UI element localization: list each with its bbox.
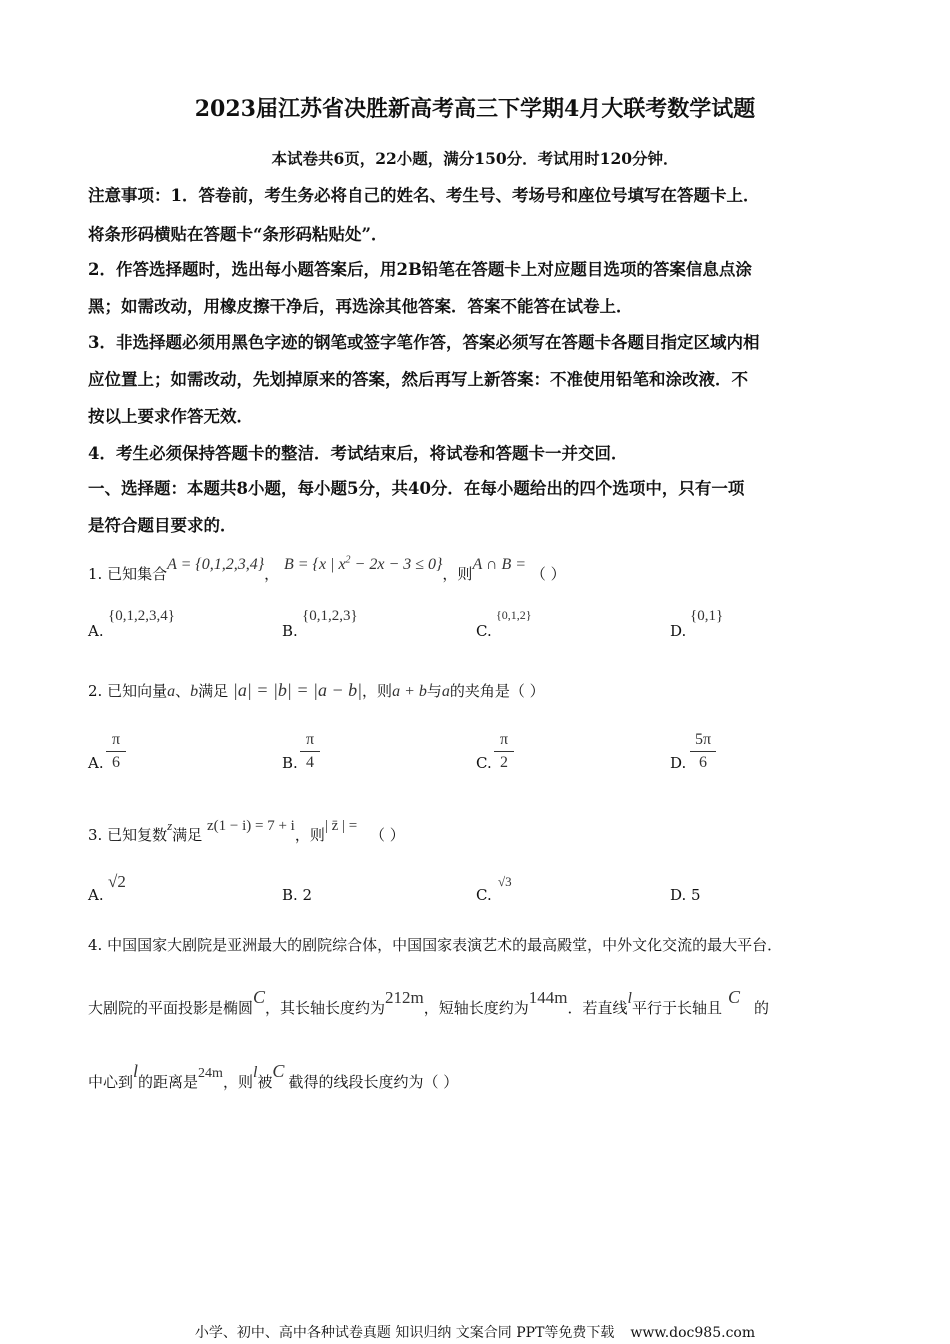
option-d-value: {0,1} [690, 608, 724, 624]
option-c-label: C. [476, 886, 492, 904]
notes-line-6: 应位置上；如需改动，先划掉原来的答案，然后再写上新答案：不准使用铅笔和涂改液．不 [88, 370, 748, 389]
option-b-label: B. 2 [282, 886, 313, 904]
option-a-value: √2 [108, 872, 126, 891]
notes-line-8: 4．考生必须保持答题卡的整洁．考试结束后，将试卷和答题卡一并交回． [88, 444, 628, 463]
option-a-label: A. [88, 622, 104, 640]
notes-line-1: 注意事项：1．答卷前，考生务必将自己的姓名、考生号、考场号和座位号填写在答题卡上． [88, 186, 760, 205]
question-1-stem: 1. 已知集合A = {0,1,2,3,4}， B = {x | $x^2 - 2x - 3 \le 0$}，则A ∩ B = （ ） [88, 554, 566, 583]
option-b-value: {0,1,2,3} [302, 608, 358, 624]
set-a: A = {0,1,2,3,4} [167, 556, 265, 573]
section-header-line-2: 是符合题目要求的． [88, 516, 237, 535]
option-c-label: C. [476, 622, 492, 640]
exam-info: 本试卷共6页，22小题，满分150分．考试用时120分钟． [271, 149, 679, 168]
option-d-label: D. [670, 622, 687, 640]
option-b-label: B. [282, 622, 298, 640]
option-c-label: C. [476, 754, 492, 772]
option-b-label: B. [282, 754, 298, 772]
question-4-line-3: 中心到l的距离是24m，则l被C截得的线段长度约为（ ） [88, 1061, 459, 1091]
question-4-line-2: 大剧院的平面投影是椭圆C，其长轴长度约为212m，短轴长度约为144m．若直线l平行于长轴且C的 [88, 987, 770, 1017]
question-3-stem: 3. 已知复数z满足 z(1 − i) = 7 + i，则| z̄ | = （ ） [88, 818, 405, 844]
notes-line-4: 黑；如需改动，用橡皮擦干净后，再选涂其他答案．答案不能答在试卷上． [88, 297, 633, 316]
option-c-fraction: π 2 [494, 730, 514, 773]
question-2-stem: 2. 已知向量a、b满足 |a| = |b| = |a − b|，则a + b与a的夹角是（ ） [88, 680, 545, 700]
option-d-fraction: 5π 6 [690, 730, 716, 773]
option-b-fraction: π 4 [300, 730, 320, 773]
option-c-value: √3 [498, 874, 512, 889]
question-4-line-1: 4. 中国国家大剧院是亚洲最大的剧院综合体，中国国家表演艺术的最高殿堂，中外文化交流的最大平台． [88, 936, 783, 954]
complex-equation: z(1 − i) = 7 + i [206, 818, 295, 834]
option-a-fraction: π 6 [106, 730, 126, 773]
option-a-label: A. [88, 754, 104, 772]
notes-line-2: 将条形码横贴在答题卡“条形码粘贴处”． [88, 225, 388, 244]
option-d-label: D. [670, 754, 687, 772]
question-3-options [0, 872, 950, 902]
section-header-line-1: 一、选择题：本题共8小题，每小题5分，共40分．在每小题给出的四个选项中，只有一项 [88, 479, 745, 498]
conjugate-modulus: | z̄ | = [324, 818, 358, 834]
footer-text: 小学、初中、高中各种试卷真题 知识归纳 文案合同 PPT等免费下载 [194, 1325, 615, 1341]
option-d-label: D. 5 [670, 886, 701, 904]
page-title: 2023届江苏省决胜新高考高三下学期4月大联考数学试题 [194, 96, 756, 122]
notes-line-3: 2．作答选择题时，选出每小题答案后，用2B铅笔在答题卡上对应题目选项的答案信息点涂 [88, 260, 752, 279]
footer [0, 1322, 950, 1342]
option-a-value: {0,1,2,3,4} [108, 608, 175, 624]
option-a-label: A. [88, 886, 104, 904]
intersection-expr: A ∩ B = [472, 556, 527, 573]
option-c-value: {0,1,2} [496, 608, 532, 622]
footer-url[interactable]: www.doc985.com [630, 1325, 756, 1341]
question-1-options [0, 610, 950, 640]
notes-line-5: 3．非选择题必须用黑色字迹的钢笔或签字笔作答，答案必须写在答题卡各题目指定区域内相 [88, 333, 760, 352]
question-2-options [0, 730, 950, 780]
vector-condition: |a| = |b| = |a − b| [232, 680, 363, 700]
set-b: B = {x | $x^2 - 2x - 3 \le 0$} [283, 554, 443, 573]
notes-line-7: 按以上要求作答无效． [88, 407, 253, 426]
